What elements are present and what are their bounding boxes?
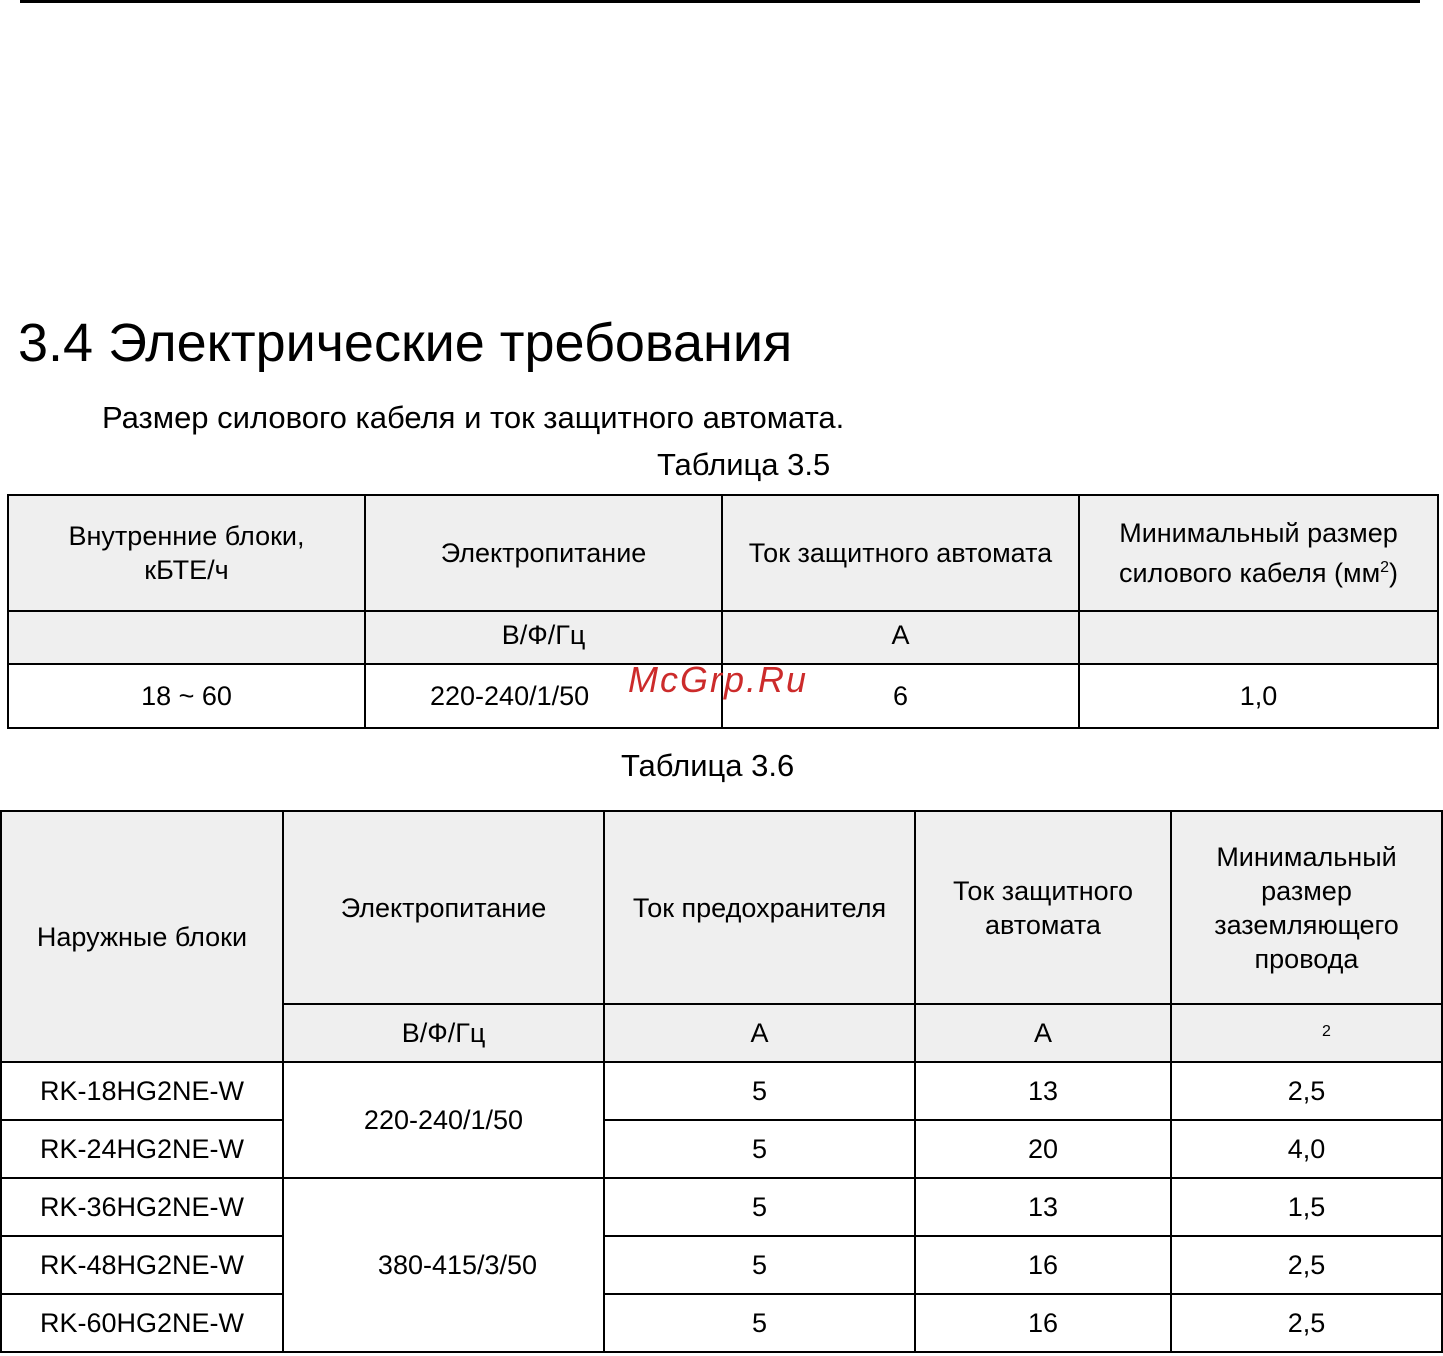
table-3-6 [0,810,1443,1353]
table-row [1,1294,1442,1352]
header-text-tail: ) [1389,558,1399,588]
cell: 6 [722,664,1079,728]
power-cell: 380-415/3/50 [283,1178,604,1352]
unit-cell: А [604,1004,915,1062]
header-cell: Ток защитного автомата [722,495,1079,611]
power-cell: 220-240/1/50 [283,1062,604,1178]
model-cell: RK-24HG2NE-W [1,1120,283,1178]
table-units-row [8,611,1438,664]
header-cell: Минимальный размер заземляющего провода [1171,811,1442,1004]
header-cell: Электропитание [365,495,722,611]
top-rule [20,0,1420,3]
table-caption-3-5: Таблица 3.5 [657,447,831,482]
section-heading: 3.4 Электрические требования [18,313,793,373]
wire-cell: 2,5 [1171,1294,1442,1352]
header-cell: Электропитание [283,811,604,1004]
model-cell: RK-60HG2NE-W [1,1294,283,1352]
unit-cell: А [915,1004,1171,1062]
model-cell: RK-36HG2NE-W [1,1178,283,1236]
table-row [1,1120,1442,1178]
table-caption-3-6: Таблица 3.6 [621,748,795,783]
header-cell: Наружные блоки [1,811,283,1062]
unit-cell [1171,1004,1442,1062]
fuse-cell: 5 [604,1178,915,1236]
table-header-row [1,811,1442,1004]
unit-cell: В/Ф/Гц [283,1004,604,1062]
table-row [1,1062,1442,1120]
breaker-cell: 13 [915,1178,1171,1236]
model-cell: RK-48HG2NE-W [1,1236,283,1294]
wire-cell: 1,5 [1171,1178,1442,1236]
breaker-cell: 16 [915,1236,1171,1294]
fuse-cell: 5 [604,1062,915,1120]
watermark: McGrp.Ru [628,659,809,700]
fuse-cell: 5 [604,1236,915,1294]
cell: 220-240/1/50 [365,664,722,728]
wire-cell: 2,5 [1171,1236,1442,1294]
breaker-cell: 13 [915,1062,1171,1120]
header-cell: Ток защитного автомата [915,811,1171,1004]
superscript: 2 [1380,559,1390,576]
table-row [1,1236,1442,1294]
unit-cell: В/Ф/Гц [365,611,722,664]
unit-cell [8,611,365,664]
table-header-row [8,495,1438,611]
header-cell: Внутренние блоки, кБТЕ/ч [8,495,365,611]
wire-cell: 2,5 [1171,1062,1442,1120]
header-cell: Ток предохранителя [604,811,915,1004]
section-subtitle: Размер силового кабеля и ток защитного автомата. [102,400,845,435]
header-cell [1079,495,1438,611]
header-text: Минимальный размер силового кабеля (мм [1118,518,1398,588]
superscript: 2 [1322,1023,1331,1040]
unit-cell: А [722,611,1079,664]
model-cell: RK-18HG2NE-W [1,1062,283,1120]
breaker-cell: 16 [915,1294,1171,1352]
breaker-cell: 20 [915,1120,1171,1178]
table-row [1,1178,1442,1236]
cell: 18 ~ 60 [8,664,365,728]
unit-cell [1079,611,1438,664]
wire-cell: 4,0 [1171,1120,1442,1178]
fuse-cell: 5 [604,1120,915,1178]
fuse-cell: 5 [604,1294,915,1352]
cell: 1,0 [1079,664,1438,728]
